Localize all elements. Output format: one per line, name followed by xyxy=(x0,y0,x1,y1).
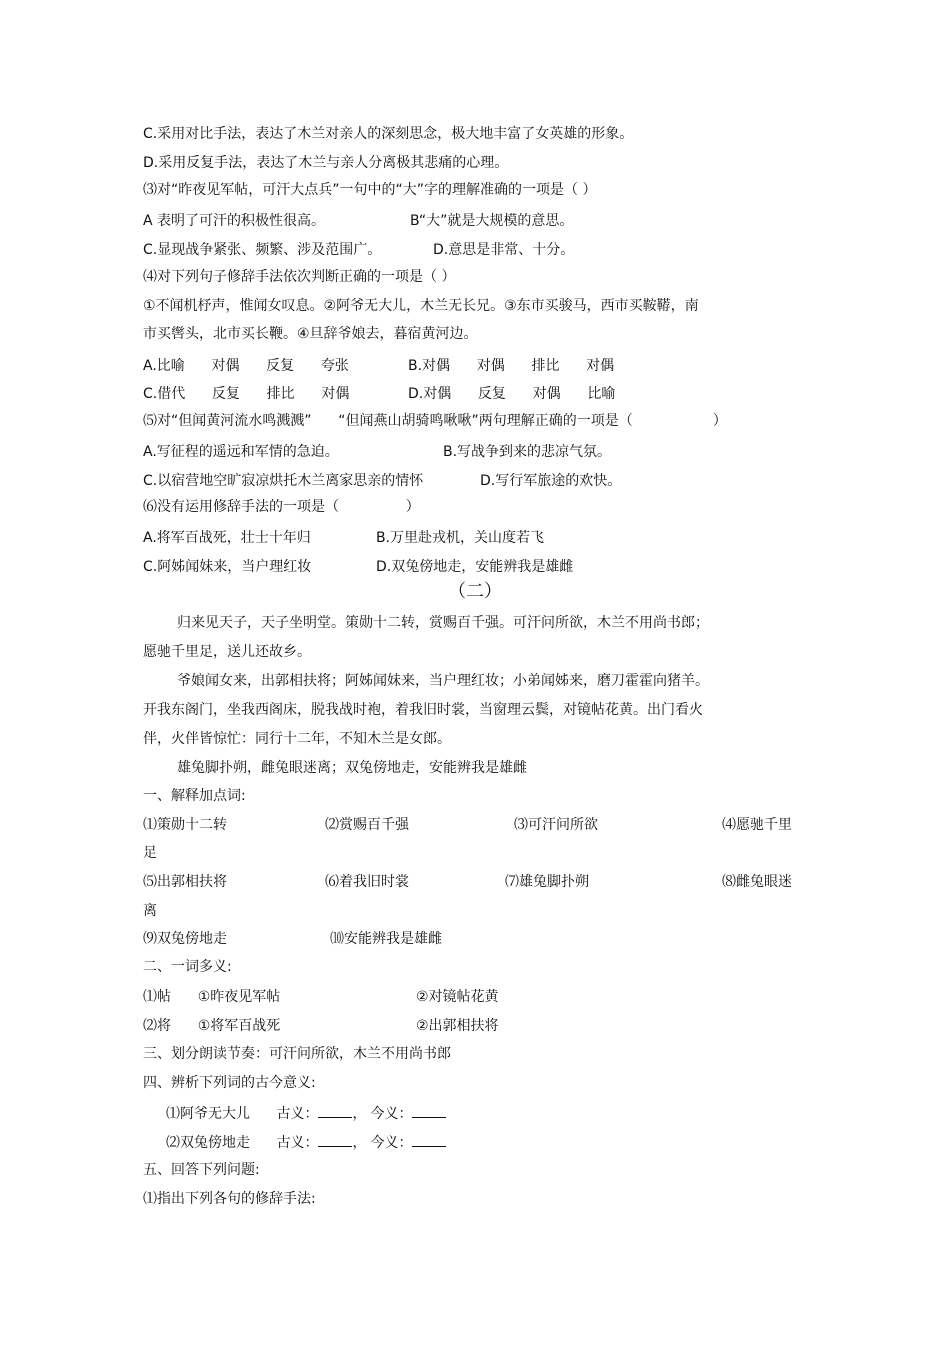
answer-blank[interactable] xyxy=(318,1134,352,1147)
q6-option-d: D.双兔傍地走，安能辨我是雄雌 xyxy=(376,559,574,575)
passage-p1-line2: 愿驰千里足，送儿还故乡。 xyxy=(143,644,311,660)
q3-option-a: A 表明了可汗的积极性很高。 xyxy=(143,213,326,229)
word-6: ⑹着我旧时裳 xyxy=(325,874,409,890)
word-2: ⑵赏赐百千强 xyxy=(325,817,409,833)
polysemy-2b: ②出郭相扶将 xyxy=(416,1018,499,1034)
ancient-modern-2: ⑵双兔傍地走 古义： ， 今义： xyxy=(166,1133,446,1153)
word-8: ⑻雌兔眼迷 xyxy=(722,874,792,890)
passage-p2-line3: 伴，火伴皆惊忙：同行十二年，不知木兰是女郎。 xyxy=(143,731,451,747)
q4-option-b: B.对偶 对偶 排比 对偶 xyxy=(408,358,615,374)
question-4: ⑷对下列句子修辞手法依次判断正确的一项是（ ） xyxy=(143,269,456,285)
q5-option-b: B.写战争到来的悲凉气氛。 xyxy=(443,444,612,460)
q4-sentences-line2: 市买辔头，北市买长鞭。④旦辞爷娘去，暮宿黄河边。 xyxy=(143,326,478,342)
question-6: ⑹没有运用修辞手法的一项是（ ） xyxy=(143,499,420,515)
task-5-heading: 五、回答下列问题: xyxy=(143,1162,260,1178)
word-10: ⑽安能辨我是雄雌 xyxy=(330,931,442,947)
modern-meaning-label: 今义： xyxy=(370,1106,413,1122)
word-4: ⑷愿驰千里 xyxy=(722,817,792,833)
polysemy-2: ⑵将 ①将军百战死 xyxy=(143,1018,281,1034)
q5-option-c: C.以宿营地空旷寂凉烘托木兰离家思亲的情怀 xyxy=(143,473,424,489)
word-3: ⑶可汗问所欲 xyxy=(514,817,598,833)
task-1-heading: 一、解释加点词: xyxy=(143,788,246,804)
question-5: ⑸对“但闻黄河流水鸣溅溅” “但闻燕山胡骑鸣啾啾”两句理解正确的一项是（ ） xyxy=(143,413,727,429)
ancient-modern-2-word: ⑵双兔傍地走 xyxy=(166,1135,250,1151)
q3-option-c: C.显现战争紧张、频繁、涉及范围广。 xyxy=(143,242,382,258)
q6-option-b: B.万里赴戎机，关山度若飞 xyxy=(376,530,545,546)
ancient-meaning-label: 古义： xyxy=(276,1106,319,1122)
ancient-meaning-label: 古义： xyxy=(276,1135,319,1151)
word-8-wrap: 离 xyxy=(143,903,157,919)
task-4-heading: 四、辨析下列词的古今意义: xyxy=(143,1075,316,1091)
ancient-modern-1: ⑴阿爷无大儿 古义： ， 今义： xyxy=(166,1104,446,1124)
task-5-question-1: ⑴指出下列各句的修辞手法: xyxy=(143,1191,316,1207)
q6-option-a: A.将军百战死，壮士十年归 xyxy=(143,530,311,546)
q4-sentences-line1: ①不闻机杼声，惟闻女叹息。②阿爷无大儿，木兰无长兄。③东市买骏马，西市买鞍鞯，南 xyxy=(143,298,699,314)
word-9: ⑼双兔傍地走 xyxy=(143,931,227,947)
polysemy-1: ⑴帖 ①昨夜见军帖 xyxy=(143,989,281,1005)
passage-p3: 雄兔脚扑朔，雌兔眼迷离；双兔傍地走，安能辨我是雄雌 xyxy=(177,760,527,776)
q5-option-d: D.写行军旅途的欢快。 xyxy=(480,473,622,489)
passage-p2-line1: 爷娘闻女来，出郭相扶将；阿姊闻妹来，当户理红妆；小弟闻姊来，磨刀霍霍向猪羊。 xyxy=(177,673,709,689)
q3-option-b: B“大”就是大规模的意思。 xyxy=(410,213,574,229)
ancient-modern-1-word: ⑴阿爷无大儿 xyxy=(166,1106,250,1122)
question-3: ⑶对“昨夜见军帖，可汗大点兵”一句中的“大”字的理解准确的一项是（ ） xyxy=(143,182,597,198)
q3-option-d: D.意思是非常、十分。 xyxy=(433,242,575,258)
option-d-line: D.采用反复手法，表达了木兰与亲人分离极其悲痛的心理。 xyxy=(143,155,509,171)
q6-option-c: C.阿姊闻妹来，当户理红妆 xyxy=(143,559,312,575)
word-1: ⑴策勋十二转 xyxy=(143,817,227,833)
answer-blank[interactable] xyxy=(412,1105,446,1118)
answer-blank[interactable] xyxy=(318,1105,352,1118)
task-3-heading: 三、划分朗读节奏：可汗问所欲，木兰不用尚书郎 xyxy=(143,1046,451,1062)
word-5: ⑸出郭相扶将 xyxy=(143,874,227,890)
section-title: （二） xyxy=(448,581,502,602)
passage-p1-line1: 归来见天子，天子坐明堂。策勋十二转，赏赐百千强。可汗问所欲，木兰不用尚书郎； xyxy=(177,615,709,631)
polysemy-1b: ②对镜帖花黄 xyxy=(416,989,499,1005)
modern-meaning-label: 今义： xyxy=(370,1135,413,1151)
q4-option-a: A.比喻 对偶 反复 夸张 xyxy=(143,358,349,374)
option-c-line: C.采用对比手法，表达了木兰对亲人的深刻思念，极大地丰富了女英雄的形象。 xyxy=(143,126,634,142)
word-7: ⑺雄兔脚扑朔 xyxy=(505,874,589,890)
q4-option-d: D.对偶 反复 对偶 比喻 xyxy=(408,386,616,402)
q5-option-a: A.写征程的遥远和军情的急迫。 xyxy=(143,444,339,460)
q4-option-c: C.借代 反复 排比 对偶 xyxy=(143,386,350,402)
task-2-heading: 二、一词多义: xyxy=(143,959,232,975)
word-4-wrap: 足 xyxy=(143,845,157,861)
answer-blank[interactable] xyxy=(412,1134,446,1147)
passage-p2-line2: 开我东阁门，坐我西阁床，脱我战时袍，着我旧时裳，当窗理云鬓，对镜帖花黄。出门看火 xyxy=(143,702,703,718)
